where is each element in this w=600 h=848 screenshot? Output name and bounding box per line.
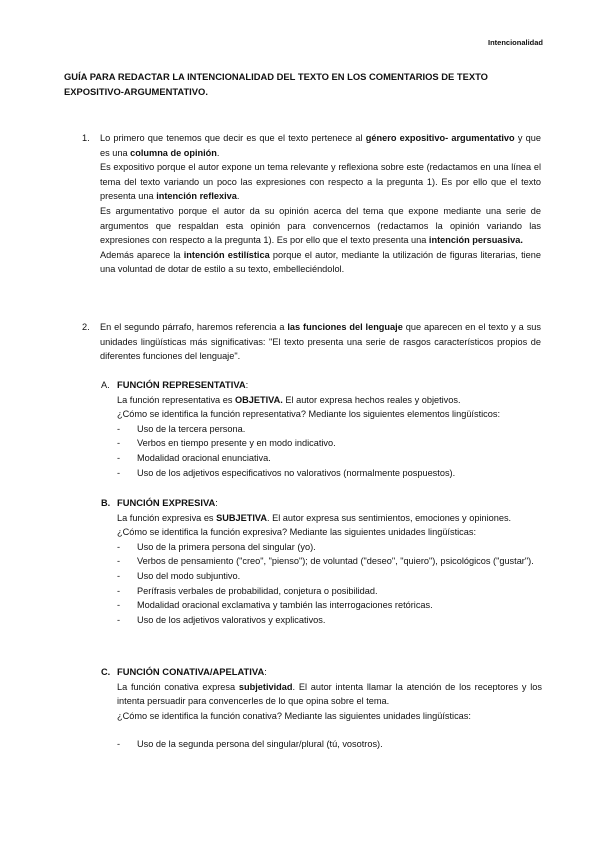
- subsection-c-line-2: ¿Cómo se identifica la función conativa? Mediante las siguientes unidades lingüísticas:: [117, 710, 471, 721]
- list-item: - Verbos en tiempo presente y en modo indicativo.: [117, 436, 542, 451]
- section-1-paragraph-2: Es expositivo porque el autor expone un tema relevante y reflexiona sobre este (redactamos en una línea el tema del texto variando un poco las expresiones con respecto a la pregunta 1). Es por ello que el texto presenta una intención reflexiva.: [100, 162, 541, 202]
- subsection-b-line-2: ¿Cómo se identifica la función expresiva? Mediante las siguientes unidades lingüísticas:: [117, 527, 477, 538]
- list-item: - Uso de la tercera persona.: [117, 422, 542, 437]
- subsection-b-line-1: La función expresiva es SUBJETIVA. El autor expresa sus sentimientos, emociones y opiniones.: [117, 512, 512, 523]
- section-2: [82, 320, 541, 364]
- section-2-number: 2.: [82, 322, 90, 332]
- subsection-b: [101, 496, 542, 627]
- list-item: - Uso de la segunda persona del singular/plural (tú, vosotros).: [117, 737, 542, 752]
- section-1-paragraph-1: Lo primero que tenemos que decir es que el texto pertenece al género expositivo- argumentativo y que es una columna de opinión.: [100, 133, 541, 158]
- subsection-a: [101, 378, 542, 480]
- section-1-paragraph-3: Es argumentativo porque el autor da su opinión acerca del tema que expone mediante una serie de argumentos que respaldan esta opinión para convencernos (redactamos la opinión variando las expresiones con respecto a la pregunta 1). Es por ello que el texto presenta una intención persuasiva.: [100, 205, 541, 246]
- list-item: - Uso de la primera persona del singular (yo).: [117, 540, 542, 555]
- subsection-c-heading: FUNCIÓN CONATIVA/APELATIVA:: [117, 666, 267, 677]
- subsection-b-list: [117, 540, 542, 628]
- subsection-c: [101, 665, 542, 752]
- section-2-paragraph: En el segundo párrafo, haremos referencia a las funciones del lenguaje que aparecen en el texto y a sus unidades lingüísticas más significativas: "El texto presenta una serie de rasgos característicos propios de diferentes funciones del lenguaje".: [100, 322, 541, 362]
- subsection-a-list: [117, 422, 542, 480]
- subsection-a-heading: FUNCIÓN REPRESENTATIVA:: [117, 379, 249, 390]
- subsection-a-letter: A.: [101, 380, 110, 390]
- subsection-c-line-1: La función conativa expresa subjetividad. El autor intenta llamar la atención de los receptores y los intenta persuadir para convencerles de lo que opina sobre el tema.: [117, 681, 542, 707]
- list-item: - Perífrasis verbales de probabilidad, conjetura o posibilidad.: [117, 584, 542, 599]
- section-1-paragraph-4: Además aparece la intención estilística porque el autor, mediante la utilización de figuras literarias, tiene una voluntad de dotar de estilo a su texto, embelleciéndolol.: [100, 249, 542, 275]
- list-item: - Uso de los adjetivos especificativos no valorativos (normalmente pospuestos).: [117, 466, 542, 481]
- list-item: - Modalidad oracional enunciativa.: [117, 451, 542, 466]
- section-1-number: 1.: [82, 133, 90, 143]
- subsection-a-line-2: ¿Cómo se identifica la función representativa? Mediante los siguientes elementos lingüísticos:: [117, 409, 501, 420]
- subsection-b-heading: FUNCIÓN EXPRESIVA:: [117, 497, 218, 508]
- document-title: GUÍA PARA REDACTAR LA INTENCIONALIDAD DEL TEXTO EN LOS COMENTARIOS DE TEXTO EXPOSITIVO-ARGUMENTATIVO.: [64, 71, 488, 97]
- list-item: - Verbos de pensamiento ("creo", "pienso"); de voluntad ("deseo", "quiero"), psicológicos ("gustar").: [117, 554, 542, 569]
- subsection-b-letter: B.: [101, 498, 111, 508]
- subsection-a-line-1: La función representativa es OBJETIVA. El autor expresa hechos reales y objetivos.: [117, 394, 461, 405]
- subsection-c-letter: C.: [101, 667, 111, 677]
- page-header: Intencionalidad: [487, 38, 543, 47]
- subsection-c-list: [117, 737, 542, 752]
- list-item: - Modalidad oracional exclamativa y también las interrogaciones retóricas.: [117, 598, 542, 613]
- list-item: - Uso de los adjetivos valorativos y explicativos.: [117, 613, 542, 628]
- section-1: [82, 131, 542, 277]
- list-item: - Uso del modo subjuntivo.: [117, 569, 542, 584]
